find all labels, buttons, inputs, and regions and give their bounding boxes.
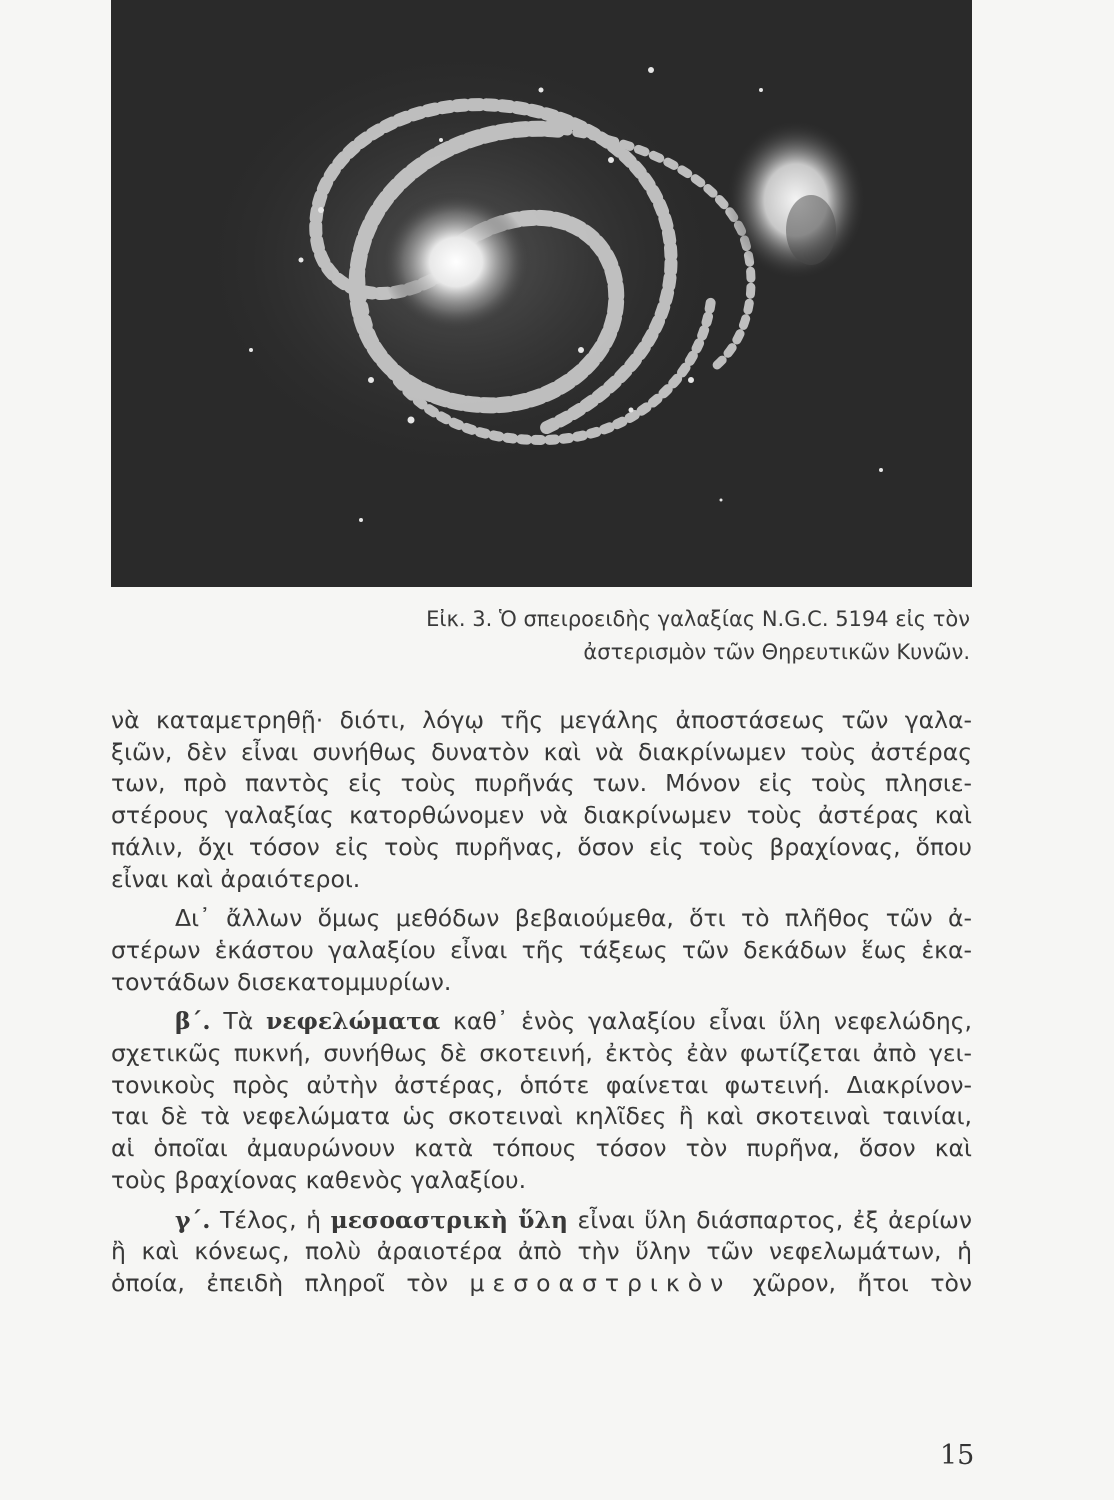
text-line: ξιῶν, δὲν εἶναι συνήθως δυνατὸν καὶ νὰ διακρίνωμεν τοὺς ἀστέρας <box>111 737 972 766</box>
text-fragment: χῶρον, ἤτοι τὸν <box>752 1268 972 1297</box>
paragraph-1 <box>111 705 972 895</box>
text-line: αἱ ὁποῖαι ἀμαυρώνουν κατὰ τόπους τόσον τὸν πυρῆνα, ὅσον καὶ <box>111 1134 972 1163</box>
text-line: νὰ καταμετρηθῇ· διότι, λόγῳ τῆς μεγάλης ἀποστάσεως τῶν γαλα- <box>111 706 972 734</box>
text-line: Δι᾿ ἄλλων ὅμως μεθόδων βεβαιούμεθα, ὅτι τὸ πλῆθος τῶν ἀ- <box>175 904 972 933</box>
text-line <box>111 1268 972 1300</box>
text-line: σχετικῶς πυκνή, συνήθως δὲ σκοτεινή, ἐκτὸς ἐὰν φωτίζεται ἀπὸ γει- <box>111 1039 972 1068</box>
text-line: τονικοὺς πρὸς αὐτὴν ἀστέρας, ὁπότε φαίνεται φωτεινή. Διακρίνον- <box>111 1070 972 1099</box>
text-fragment: Τέλος, ἡ <box>219 1205 321 1234</box>
paragraph-2 <box>111 903 972 998</box>
term-interstellar-matter: μεσοαστρικὴ ὕλη <box>330 1205 569 1234</box>
text-line <box>111 1205 972 1237</box>
text-line: πάλιν, ὄχι τόσον εἰς τοὺς πυρῆνας, ὅσον εἰς τοὺς βραχίονας, ὅπου <box>111 832 972 861</box>
text-fragment: Τὰ <box>223 1007 254 1036</box>
text-line: τοντάδων δισεκατομμυρίων. <box>111 967 452 996</box>
figure-caption-line2: ἀστερισμὸν τῶν Θηρευτικῶν Κυνῶν. <box>583 640 970 664</box>
text-line: τοὺς βραχίονας καθενὸς γαλαξίου. <box>111 1165 527 1194</box>
body-text <box>111 705 972 1300</box>
text-line: εἶναι καὶ ἀραιότεροι. <box>111 864 361 893</box>
galaxy-core <box>381 192 531 332</box>
text-line: στέρους γαλαξίας κατορθώνομεν νὰ διακρίνωμεν τοὺς ἀστέρας καὶ <box>111 801 972 830</box>
text-line: ται δὲ τὰ νεφελώματα ὡς σκοτειναὶ κηλῖδες ἢ καὶ σκοτειναὶ ταινίαι, <box>111 1102 972 1131</box>
text-fragment: ὁποία, ἐπειδὴ πληροῖ τὸν <box>111 1268 449 1297</box>
text-line: στέρων ἑκάστου γαλαξίου εἶναι τῆς τάξεως τῶν δεκάδων ἕως ἑκα- <box>111 935 972 964</box>
figure-caption-line1: Εἰκ. 3. Ὁ σπειροειδὴς γαλαξίας N.G.C. 5194 εἰς τὸν <box>426 607 970 631</box>
text-line <box>111 1006 972 1038</box>
section-label-beta: β΄. <box>175 1007 211 1036</box>
text-line: των, πρὸ παντὸς εἰς τοὺς πυρῆνάς των. Μόνον εἰς τοὺς πλησιε- <box>111 769 972 798</box>
text-fragment: καθ᾿ ἑνὸς γαλαξίου εἶναι ὕλη νεφελώδης, <box>452 1007 972 1036</box>
text-fragment: εἶναι ὕλη διάσπαρτος, ἐξ ἀερίων <box>577 1205 972 1234</box>
galaxy-image <box>111 0 972 587</box>
spaced-word: μεσοαστρικὸν <box>469 1268 732 1297</box>
paragraph-3 <box>111 1006 972 1196</box>
paragraph-4 <box>111 1205 972 1300</box>
text-line: ἢ καὶ κόνεως, πολὺ ἀραιοτέρα ἀπὸ τὴν ὕλην τῶν νεφελωμάτων, ἡ <box>111 1237 972 1266</box>
galaxy-photo <box>111 0 972 587</box>
term-nebulae: νεφελώματα <box>266 1007 441 1036</box>
page-number: 15 <box>940 1440 975 1471</box>
section-label-gamma: γ΄. <box>175 1205 211 1234</box>
